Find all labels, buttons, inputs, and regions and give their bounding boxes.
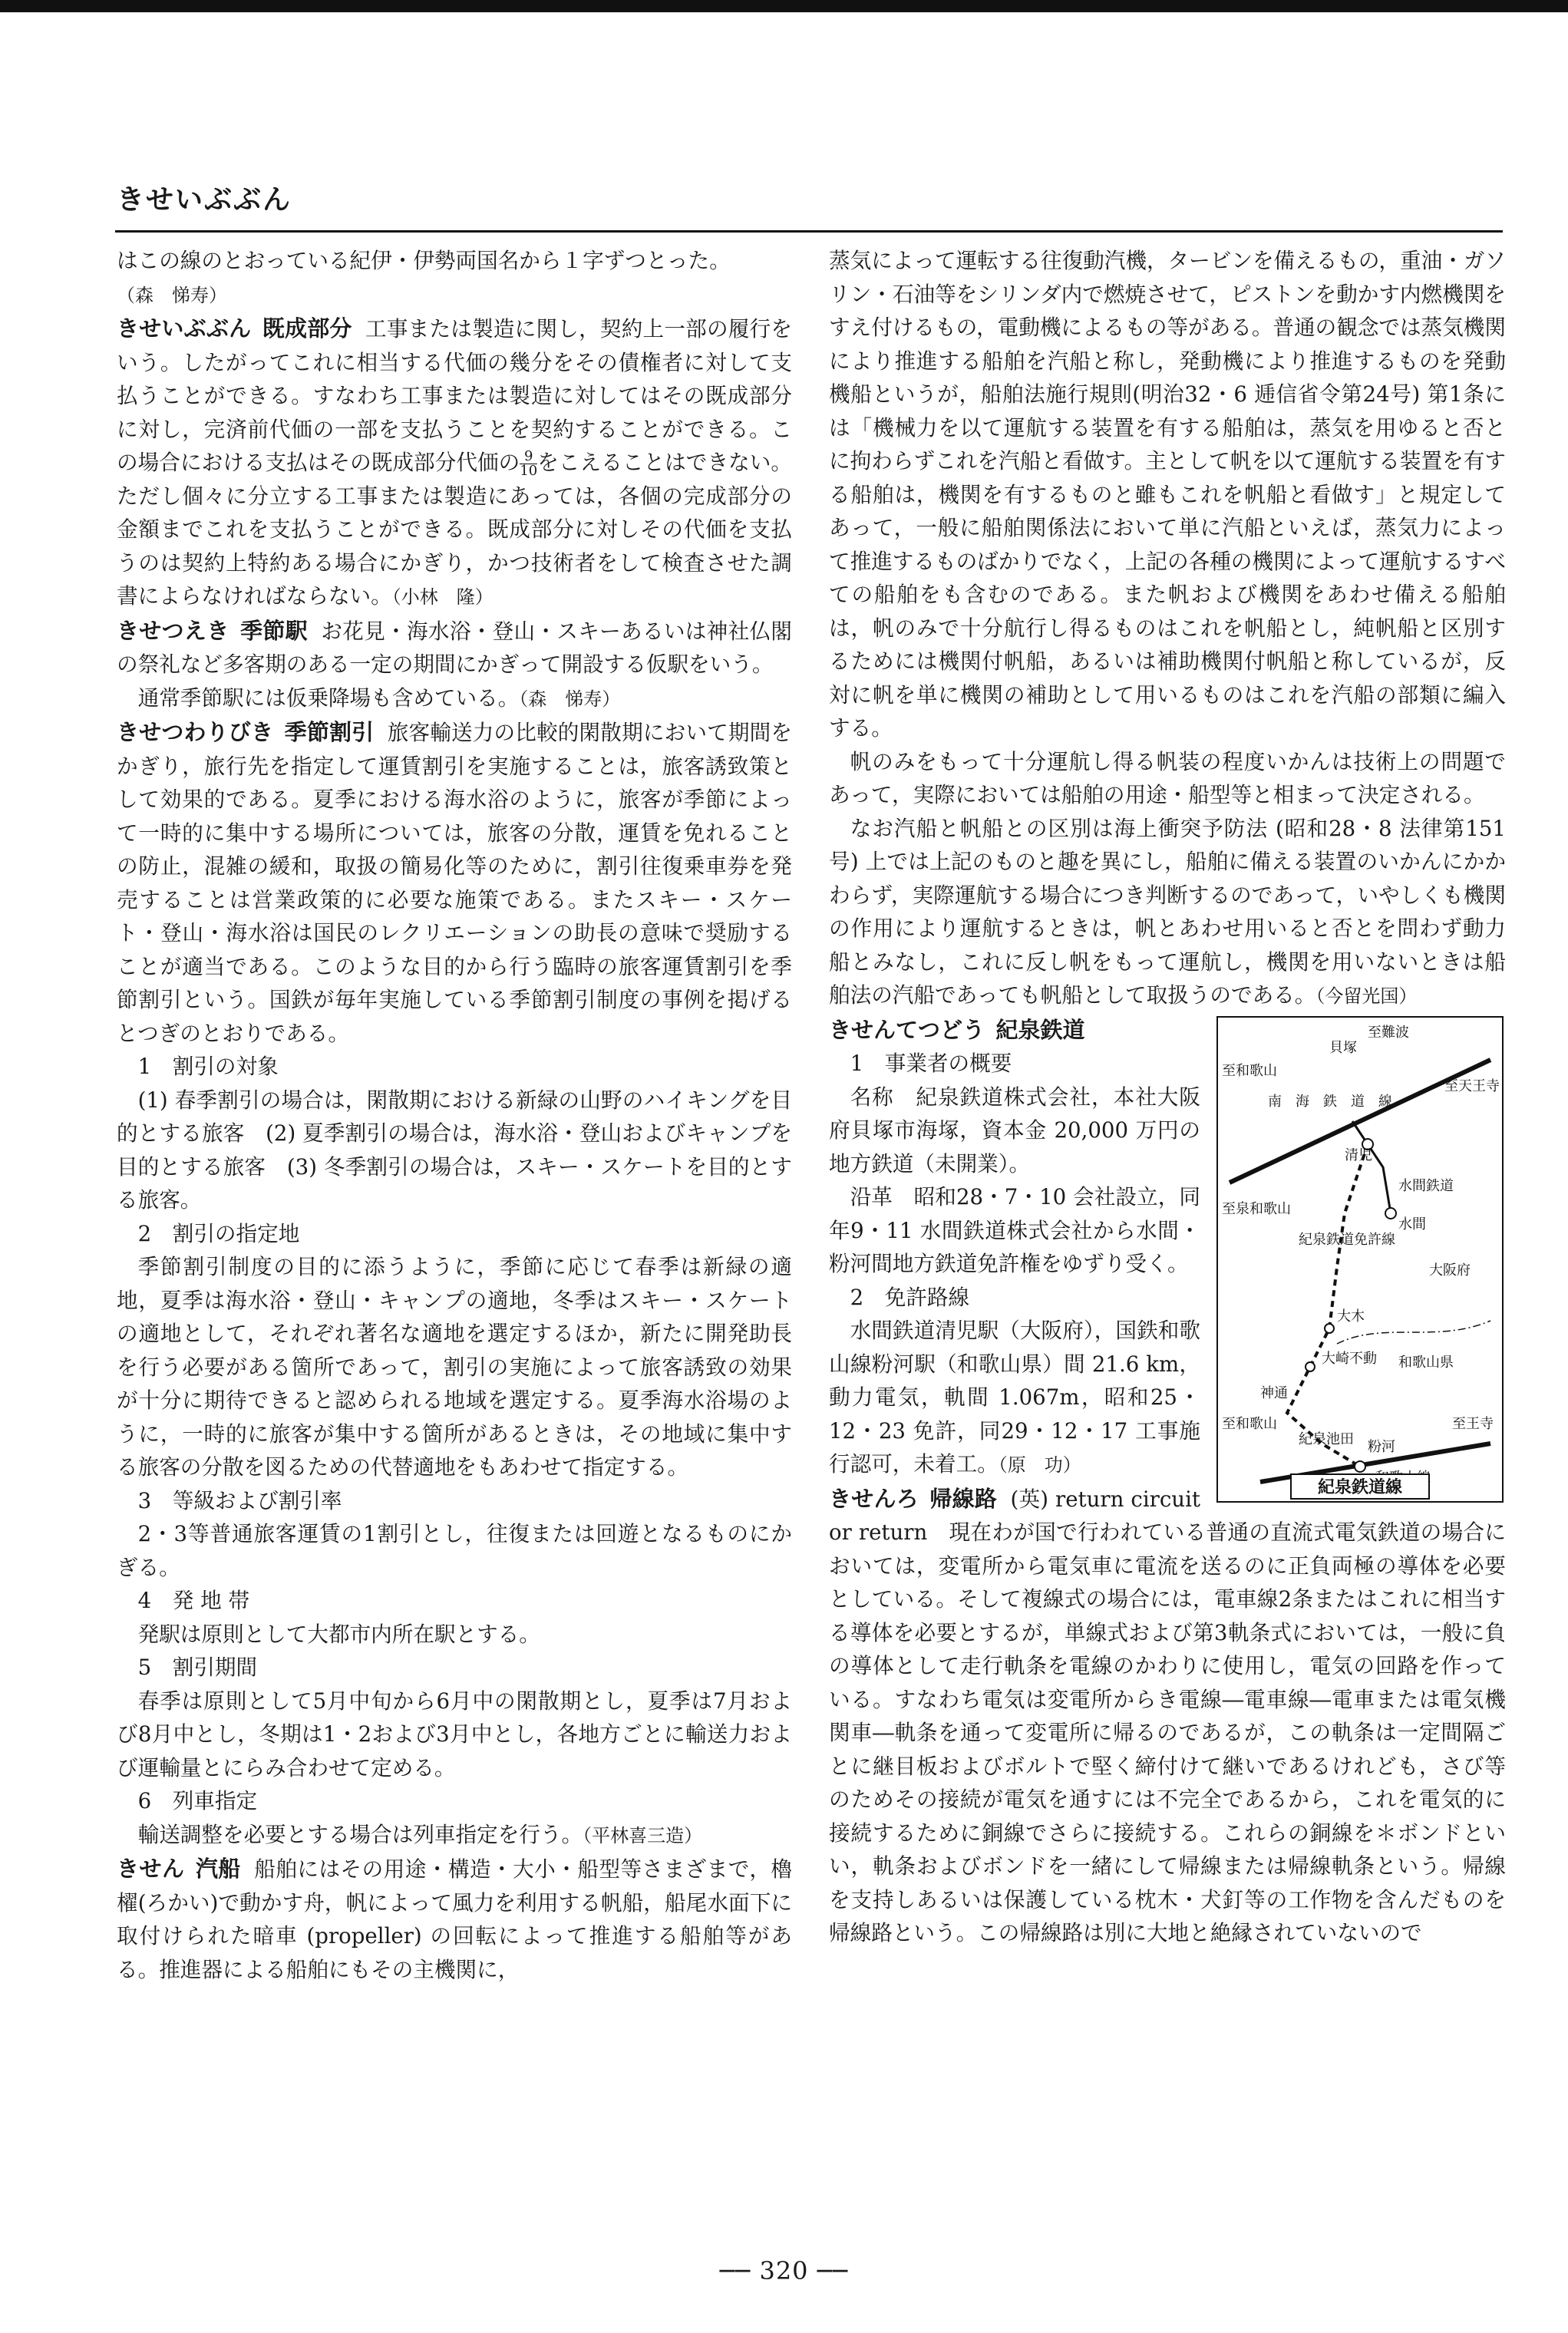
section-title: 2 免許路線 <box>850 1284 970 1310</box>
paragraph: 季節割引制度の目的に添うように，季節に応じて春季は新緑の適地，夏季は海水浴・登山・キャンプの適地，冬季はスキー・スケートの適地として，それぞれ著名な適地を選定するほか，新たに開発助長を行う必要がある箇所であって，割引の実施によって旅客誘致の効果が十分に期待できると認められる地域を選定する。夏季海水浴場のように，一時的に旅客が集中する箇所があるときは，その地域に集中する旅客の分散を図るための代替適地をもあわせて指定する。 <box>117 1254 792 1480</box>
map-label: 粉河 <box>1368 1438 1395 1455</box>
map-label: 大阪府 <box>1429 1262 1471 1279</box>
entry-headword: きせつわりびき <box>117 719 274 745</box>
entry-term: 既成部分 <box>262 315 352 342</box>
author-credit: （森 悌寿） <box>117 284 227 306</box>
map-label: 至天王寺 <box>1444 1077 1500 1094</box>
station <box>1325 1324 1334 1333</box>
map-label: 至泉和歌山 <box>1222 1200 1291 1217</box>
map-label: 清児 <box>1345 1147 1372 1163</box>
right-column <box>829 244 1506 1950</box>
top-border <box>0 0 1568 12</box>
section-title: 1 割引の対象 <box>137 1054 279 1079</box>
kisen-planned-line <box>1287 1144 1368 1467</box>
mizuma-station <box>1385 1208 1396 1219</box>
paragraph: 2・3等普通旅客運賃の1割引とし，往復または回遊となるものにかぎる。 <box>117 1521 792 1580</box>
entry-term: 季節割引 <box>284 719 375 745</box>
section-title: 4 発 地 帯 <box>137 1588 250 1613</box>
section-title: 2 割引の指定地 <box>137 1220 300 1246</box>
author-credit: （森 悌寿） <box>519 688 621 710</box>
entry-headword: きせいぶぶん <box>117 315 252 342</box>
dictionary-entry-kisetsueki: きせつえき 季節駅 お花見・海水浴・登山・スキーあるいは神社仏閣の祭礼など多客期のある一定の期間にかぎって開設する仮駅をいう。 <box>117 617 792 677</box>
entry-headword: きせん <box>117 1856 185 1882</box>
author-credit: （平林喜三造） <box>583 1824 703 1846</box>
paragraph: 水間鉄道清児駅（大阪府），国鉄和歌山線粉河駅（和歌山県）間 21.6 km，動力電気，軌間 1.067m，昭和25・12・23 免許，同29・12・17 工事施行認可，未着工。（原 功） <box>829 1318 1200 1477</box>
entry-headword: きせんろ <box>829 1485 919 1512</box>
entry-term: 紀泉鉄道 <box>995 1016 1085 1043</box>
section-title: 5 割引期間 <box>137 1655 258 1680</box>
fraction: $\frac{9}{10}$ <box>520 448 538 479</box>
author-credit: （小林 隆） <box>391 586 494 608</box>
entry-headword: きせつえき <box>117 617 229 644</box>
map-label: 水間 <box>1398 1216 1426 1232</box>
header-rule <box>115 230 1503 233</box>
section-title: 6 列車指定 <box>137 1788 258 1813</box>
left-column <box>117 244 792 1986</box>
paragraph: 通常季節駅には仮乗降場も含めている。（森 悌寿） <box>137 685 621 711</box>
paragraph: 発駅は原則として大都市内所在駅とする。 <box>137 1621 540 1647</box>
paragraph: (1) 春季割引の場合は，閑散期における新緑の山野のハイキングを目的とする旅客 (2) 夏季割引の場合は，海水浴・登山およびキャンプを目的とする旅客 (3) 冬季割引の場合は，スキー・スケートを目的とする旅客。 <box>117 1087 792 1213</box>
map-label: 貝塚 <box>1329 1039 1357 1056</box>
map-label: 紀泉鉄道免許線 <box>1299 1231 1395 1248</box>
author-credit: （今留光国） <box>1315 985 1418 1007</box>
entry-term: 帰線路 <box>929 1485 998 1512</box>
entry-term: 汽船 <box>195 1856 241 1882</box>
map-caption: 紀泉鉄道線 <box>1317 1477 1403 1497</box>
section-title: 3 等級および割引率 <box>137 1487 342 1513</box>
paragraph: 帆のみをもって十分運航し得る帆装の程度いかんは技術上の問題であって，実際においては船舶の用途・船型等と相まって決定される。 <box>829 748 1506 807</box>
running-head: きせいぶぶん <box>117 184 292 216</box>
station <box>1306 1362 1315 1371</box>
paragraph: 名称 紀泉鉄道株式会社，本社大阪府貝塚市海塚，資本金 20,000 万円の地方鉄道（未開業）。 <box>829 1084 1200 1176</box>
dictionary-entry-kisen: きせん 汽船 船舶にはその用途・構造・大小・船型等さまざまで，櫓櫂(ろかい)で動かす舟，帆によって風力を利用する帆船，船尾水面下に取付けられた暗車 (propeller) の回転によって推進する船舶等がある。推進器による船舶にもその主機関に， <box>117 1856 792 1982</box>
paragraph: 春季は原則として5月中旬から6月中の閑散期とし，夏季は7月および8月中とし，冬期は1・2および3月中とし，各地方ごとに輸送力および運輸量とにらみ合わせて定める。 <box>117 1688 792 1780</box>
entry-headword: きせんてつどう <box>829 1016 985 1043</box>
dictionary-entry-kisenro: きせんろ 帰線路 (英) return circuit or return 現在わが国で行われている普通の直流式電気鉄道の場合においては，変電所から電気車に電流を送るのに正負両極の導体を必要としている。そして複線式の場合には，電車線2条またはこれに相当する導体を必要とするが，単線式および第3軌条式においては，一般に負の導体として走行軌条を電線のかわりに使用し，電気の回路を作っている。すなわち電気は変電所からき電線―電車線―電車または電気機関車―軌条を通って変電所に帰るのであるが，この軌条は一定間隔ごとに継目板およびボルトで堅く締付けて継いであるけれども，さび等のためその接続が電気を通すには不完全であるから，これを電気的に接続するために銅線でさらに接続する。これらの銅線を＊ボンドといい，軌条およびボンドを一緒にして帰線または帰線軌条という。帰線を支持しあるいは保護している枕木・犬釘等の工作物を含んだものを帰線路という。この帰線路は別に大地と絶縁されていないので <box>829 1485 1506 1945</box>
map-label: 紀泉池田 <box>1299 1430 1354 1447</box>
map-label: 南 海 鉄 道 線 <box>1268 1093 1392 1110</box>
mizuma-line <box>1352 1121 1391 1213</box>
map-label: 至難波 <box>1368 1024 1409 1041</box>
page-number: ── 320 ── <box>719 2256 849 2285</box>
author-credit: （原 功） <box>998 1454 1081 1476</box>
map-label: 至和歌山 <box>1222 1415 1277 1432</box>
kisen-railway-map <box>1214 1014 1506 1505</box>
map-label: 大崎不動 <box>1322 1350 1377 1367</box>
dictionary-entry-kiseibubun: きせいぶぶん 既成部分 工事または製造に関し，契約上一部の履行をいう。したがってこれに相当する代価の幾分をその債権者に対して支払うことができる。すなわち工事または製造に対してはその既成部分に対し，完済前代価の一部を支払うことを契約することができる。この場合における支払はその既成部分代価の $\frac{9}{10}$ をこえることはできない。ただし個々に分立する工事または製造にあっては，各個の完成部分の金額までこれを支払うことができる。既成部分に対しその代価を支払うのは契約上特約ある場合にかぎり，かつ技術者をして検査させた調書によらなければならない。（小林 隆） <box>117 315 792 609</box>
section-title: 1 事業者の概要 <box>850 1051 1012 1076</box>
map-label: 水間鉄道 <box>1398 1177 1454 1194</box>
entry-term: 季節駅 <box>240 617 308 644</box>
paragraph: なお汽船と帆船との区別は海上衝突予防法 (昭和28・8 法律第151号) 上では上記のものと趣を異にし，船舶に備える装置のいかんにかかわらず，実際運航する場合につき判断するのであって，いやしくも機関の作用により運航するときは，帆とあわせ用いると否とを問わず動力船とみなし，これに反し帆をもって運航し，機関を用いないときは船舶法の汽船であっても帆船として取扱うのである。（今留光国） <box>829 815 1506 1008</box>
map-label: 至王寺 <box>1452 1415 1494 1432</box>
map-label: 大木 <box>1337 1308 1365 1325</box>
paragraph: 沿革 昭和28・7・10 会社設立，同年9・11 水間鉄道株式会社から水間・粉河間地方鉄道免許権をゆずり受く。 <box>829 1184 1200 1276</box>
map-label: 神通 <box>1260 1384 1288 1401</box>
map-label: 至和歌山 <box>1222 1062 1277 1079</box>
paragraph: はこの線のとおっている紀伊・伊勢両国名から１字ずつとった。 （森 悌寿） <box>117 248 731 306</box>
kokawa-station <box>1355 1461 1365 1472</box>
route-map-svg <box>1214 1014 1506 1505</box>
map-label: 和歌山県 <box>1398 1354 1454 1371</box>
paragraph: 輸送調整を必要とする場合は列車指定を行う。（平林喜三造） <box>137 1821 703 1847</box>
dictionary-entry-kisetsuwaribiki: きせつわりびき 季節割引 旅客輸送力の比較的閑散期において期間をかぎり，旅行先を指定して運賃割引を実施することは，旅客誘致策として効果的である。夏季における海水浴のように，旅客が季節によって一時的に集中する場所については，旅客の分散，運賃を免れることの防止，混雑の緩和，取扱の簡易化等のために，割引往復乗車券を発売することは営業政策的に必要な施策である。またスキー・スケート・登山・海水浴は国民のレクリエーションの助長の意味で奨励することが適当である。このような目的から行う臨時の旅客運賃割引を季節割引という。国鉄が毎年実施している季節割引制度の事例を掲げるとつぎのとおりである。 <box>117 719 792 1046</box>
paragraph: 蒸気によって運転する往復動汽機，タービンを備えるもの，重油・ガソリン・石油等をシリンダ内で燃焼させて，ピストンを動かす内燃機関をすえ付けるもの，電動機によるもの等がある。普通の観念では蒸気機関により推進する船舶を汽船と称し，発動機により推進するものを発動機船というが，船舶法施行規則(明治32・6 逓信省令第24号) 第1条には「機械力を以て運航する装置を有する船舶は，蒸気を用ゆると否とに拘わらずこれを汽船と看做す。主として帆を以て運航する装置を有する船舶は，機関を有するものと雖もこれを帆船と看做す」と規定してあって，一般に船舶関係法において単に汽船といえば，蒸気力によって推進するものばかりでなく，上記の各種の機関によって運航するすべての船舶をも含むのである。また帆および機関をあわせ備える船舶は，帆のみで十分航行し得るものはこれを帆船とし，純帆船と区別するためには機関付帆船，あるいは補助機関付帆船と称しているが，反対に帆を単に機関の補助として用いるものはこれを汽船の部類に編入する。 <box>829 248 1506 741</box>
